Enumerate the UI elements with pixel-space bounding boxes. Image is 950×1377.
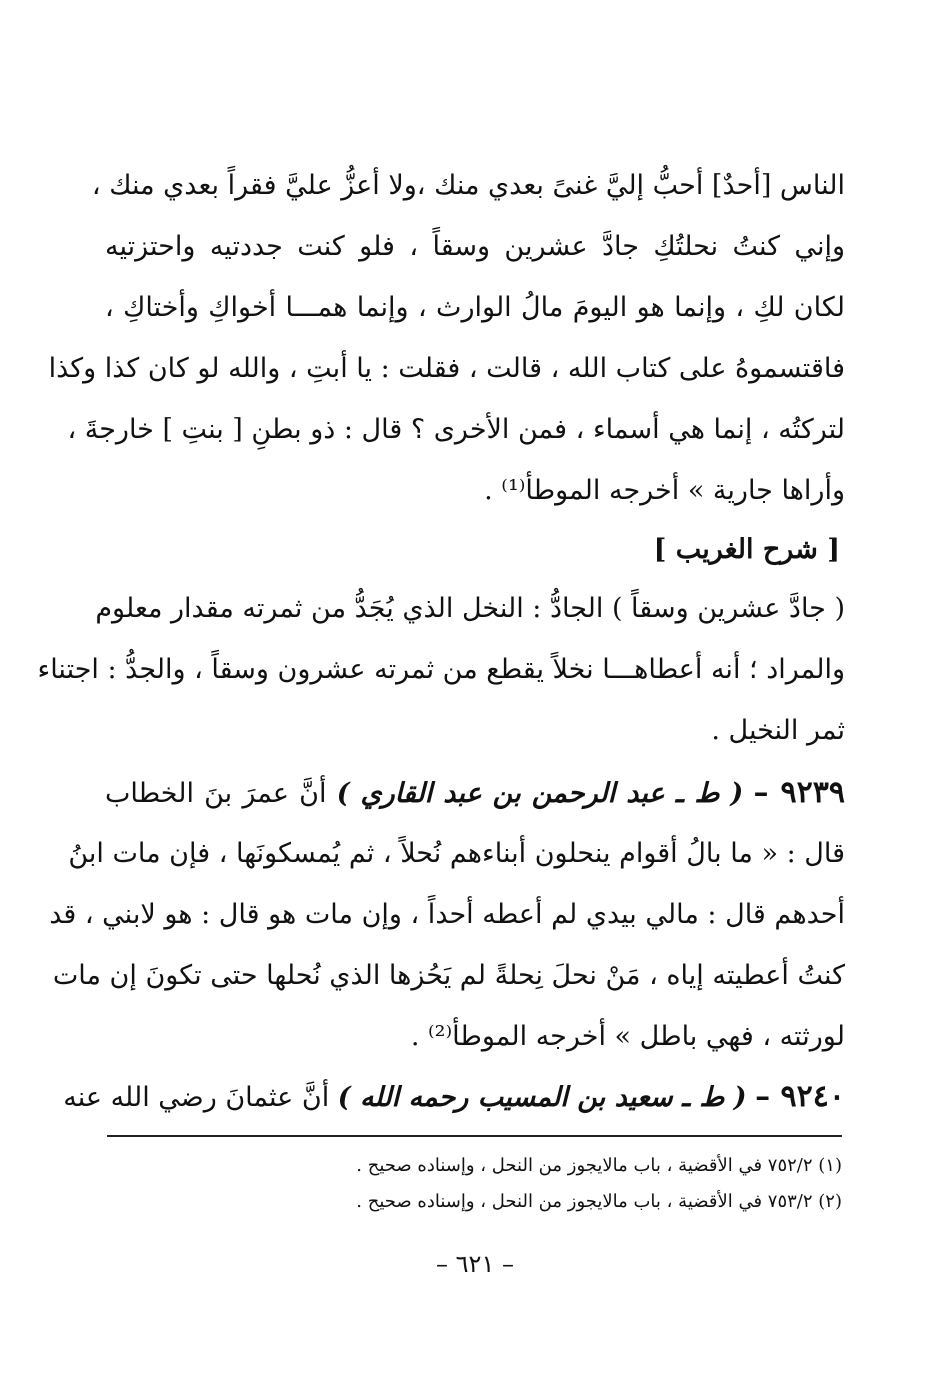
page-number: – ٦٢١ – [436, 1250, 514, 1278]
footnote: (١) ٧٥٢/٢ في الأقضية ، باب مالايجوز من النحل ، وإسناده صحيح . [356, 1155, 842, 1176]
text-line: لكان لكِ ، وإنما هو اليومَ مالُ الوارث ، وإنما همـــا أخواكِ وأختاكِ ، [105, 292, 845, 323]
footnote-divider [107, 1135, 842, 1137]
text-line: وإني كنتُ نحلتُكِ جادَّ عشرين وسقاً ، فلو كنت جددتيه واحتزتيه [105, 231, 845, 262]
text-line: ( جادَّ عشرين وسقاً ) الجادُّ : النخل الذي يُجَدُّ من ثمرته مقدار معلوم [95, 593, 845, 624]
hadith-number: ٩٢٣٩ – [753, 775, 845, 810]
hadith-continuation-paragraph [48, 155, 845, 521]
text-line: لتركتُه ، إنما هي أسماء ، فمن الأخرى ؟ قال : ذو بطنِ [ بنتِ ] خارجةَ ، [67, 414, 845, 445]
text-line: ثمر النخيل . [711, 715, 845, 746]
hadith-number: ٩٢٤٠ – [755, 1079, 845, 1114]
footnotes [107, 1148, 842, 1220]
text-line: والمراد ؛ أنه أعطاهـــا نخلاً يقطع من ثمرته عشرون وسقاً ، والجدُّ : اجتناء [37, 654, 845, 685]
text-line: وأراها جارية » أخرجه الموطأ⁽¹⁾ . [484, 475, 845, 506]
hadith-first-line [63, 1066, 845, 1127]
gloss-heading: [ شرح الغريب ] [653, 534, 840, 565]
hadith-chain: ( ط ـ سعيد بن المسيب رحمه الله ) [337, 1082, 747, 1113]
footnote: (٢) ٧٥٣/٢ في الأقضية ، باب مالايجوز من النحل ، وإسناده صحيح . [356, 1191, 842, 1212]
text-line: قال : « ما بالُ أقوام ينحلون أبناءهم نُحلاً ، ثم يُمسكونَها ، فإن مات ابنُ [68, 838, 845, 869]
text-line: أحدهم قال : مالي بيدي لم أعطه أحداً ، وإن مات هو قال : هو لابني ، قد [49, 899, 845, 930]
text-line: فاقتسموهُ على كتاب الله ، قالت ، فقلت : يا أبتِ ، والله لو كان كذا وكذا [48, 353, 845, 384]
hadith-9239 [49, 762, 845, 1067]
text-line: الناس [أحدٌ] أحبُّ إليَّ غنىً بعدي منك ،ولا أعزُّ عليَّ فقراً بعدي منك ، [91, 170, 845, 201]
hadith-text: أنَّ عثمانَ رضي الله عنه [63, 1082, 338, 1113]
hadith-9240 [63, 1066, 845, 1127]
text-line: لورثته ، فهي باطل » أخرجه الموطأ⁽²⁾ . [410, 1021, 845, 1052]
text-line: كنتُ أعطيته إياه ، مَنْ نحلَ نِحلةً لم يَحُزها الذي نُحلها حتى تكونَ إن مات [52, 960, 845, 991]
hadith-chain: ( ط ـ عبد الرحمن بن عبد القاري ) [336, 778, 744, 809]
hadith-first-line [105, 762, 845, 823]
gloss-paragraph [37, 578, 845, 761]
hadith-text: أنَّ عمرَ بنَ الخطاب [105, 778, 337, 809]
